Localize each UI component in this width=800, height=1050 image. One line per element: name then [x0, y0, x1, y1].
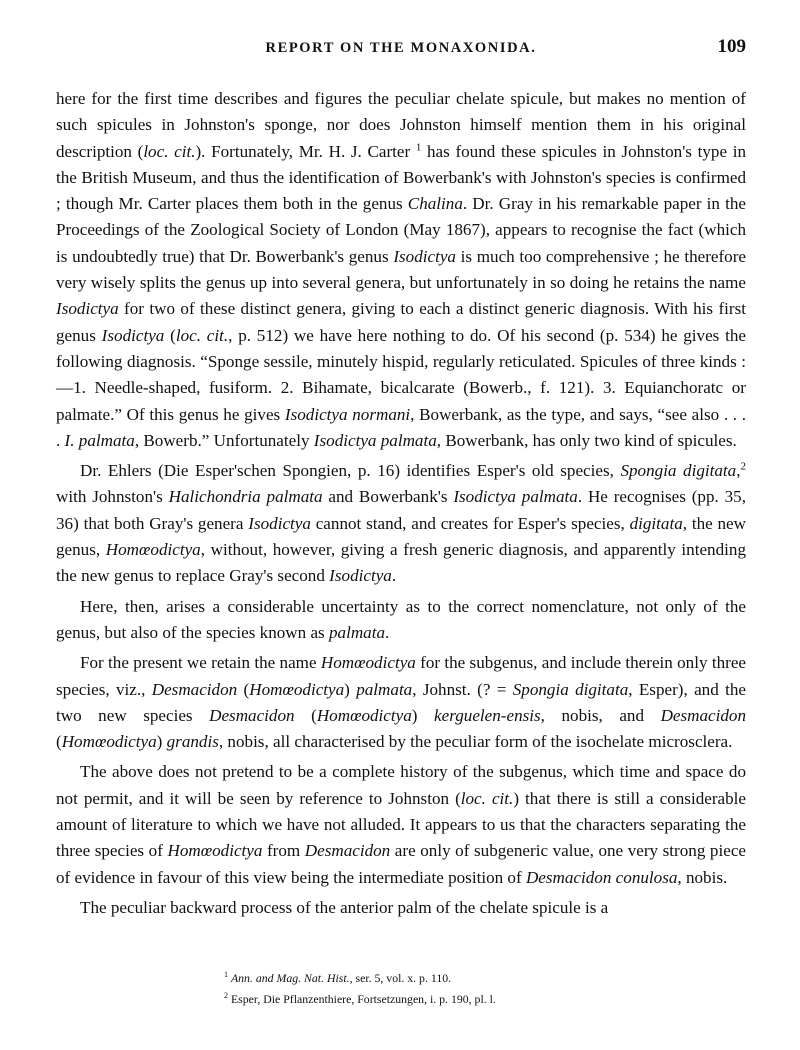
- paragraph: For the present we retain the name Homœodictya for the subgenus, and include therein only three species, viz., Desmacidon (Homœodictya) palmata, Johnst. (? = Spongia digitata, Esper), and the two new species Desmacidon (Homœodictya) kerguelen-ensis, nobis, and Desmacidon (Homœodictya) grandis, nobis, all characterised by the peculiar form of the isochelate microsclera.: [56, 653, 747, 752]
- paragraph: The above does not pretend to be a complete history of the subgenus, which time and space do not permit, and it will be seen by reference to Johnston (loc. cit.) that there is still a considerable amount of literature to which we have not alluded. It appears to us that the characters separating the three species of Homœodictya from Desmacidon are only of subgeneric value, one very strong piece of evidence in favour of this view being the intermediate position of Desmacidon conulosa, nobis.: [56, 762, 746, 887]
- page-header: [56, 36, 746, 66]
- footnotes: [56, 966, 746, 1008]
- footnote: $^1$ Ann. and Mag. Nat. Hist., ser. 5, vol. x. p. 110.: [224, 970, 452, 985]
- paragraph: here for the first time describes and figures the peculiar chelate spicule, but makes no mention of such spicules in Johnston's sponge, nor does Johnston himself mention them in his original description (loc. cit.). Fortunately, Mr. H. J. Carter $^1$ has found these spicules in Johnston's type in the British Museum, and thus the identification of Bowerbank's with Johnston's species is confirmed ; though Mr. Carter places them both in the genus Chalina. Dr. Gray in his remarkable paper in the Proceedings of the Zoological Society of London (May 1867), appears to recognise the fact (which is undoubtedly true) that Dr. Bowerbank's genus Isodictya is much too comprehensive ; he therefore very wisely splits the genus up into several genera, but unfortunately in so doing he retains the name Isodictya for two of these distinct genera, giving to each a distinct generic diagnosis. With his first genus Isodictya (loc. cit., p. 512) we have here nothing to do. Of his second (p. 534) he gives the following diagnosis. “Sponge sessile, minutely hispid, regularly reticulated. Spicules of three kinds :—1. Needle-shaped, fusiform. 2. Bihamate, bicalcarate (Bowerb., f. 121). 3. Equianchoratc or palmate.” Of this genus he gives Isodictya normani, Bowerbank, as the type, and says, “see also . . . . I. palmata, Bowerb.” Unfortunately Isodictya palmata, Bowerbank, has only two kind of spicules.: [56, 89, 747, 450]
- body-text: [56, 86, 746, 921]
- paragraph: Here, then, arises a considerable uncertainty as to the correct nomenclature, not only of the genus, but also of the species known as palmata.: [56, 596, 746, 642]
- footnote: $^2$ Esper, Die Pflanzenthiere, Fortsetzungen, i. p. 190, pl. l.: [224, 990, 496, 1006]
- paragraph-continued: The peculiar backward process of the anterior palm of the chelate spicule is a: [80, 897, 609, 917]
- paragraph: Dr. Ehlers (Die Esper'schen Spongien, p. 16) identifies Esper's old species, Spongia digitata,$^2$ with Johnston's Halichondria palmata and Bowerbank's Isodictya palmata. He recognises (pp. 35, 36) that both Gray's genera Isodictya cannot stand, and creates for Esper's species, digitata, the new genus, Homœodictya, without, however, giving a fresh generic diagnosis, and apparently intending the new genus to replace Gray's second Isodictya.: [56, 460, 746, 586]
- running-head: REPORT ON THE MONAXONIDA.: [265, 40, 537, 56]
- page-number: 109: [717, 36, 746, 57]
